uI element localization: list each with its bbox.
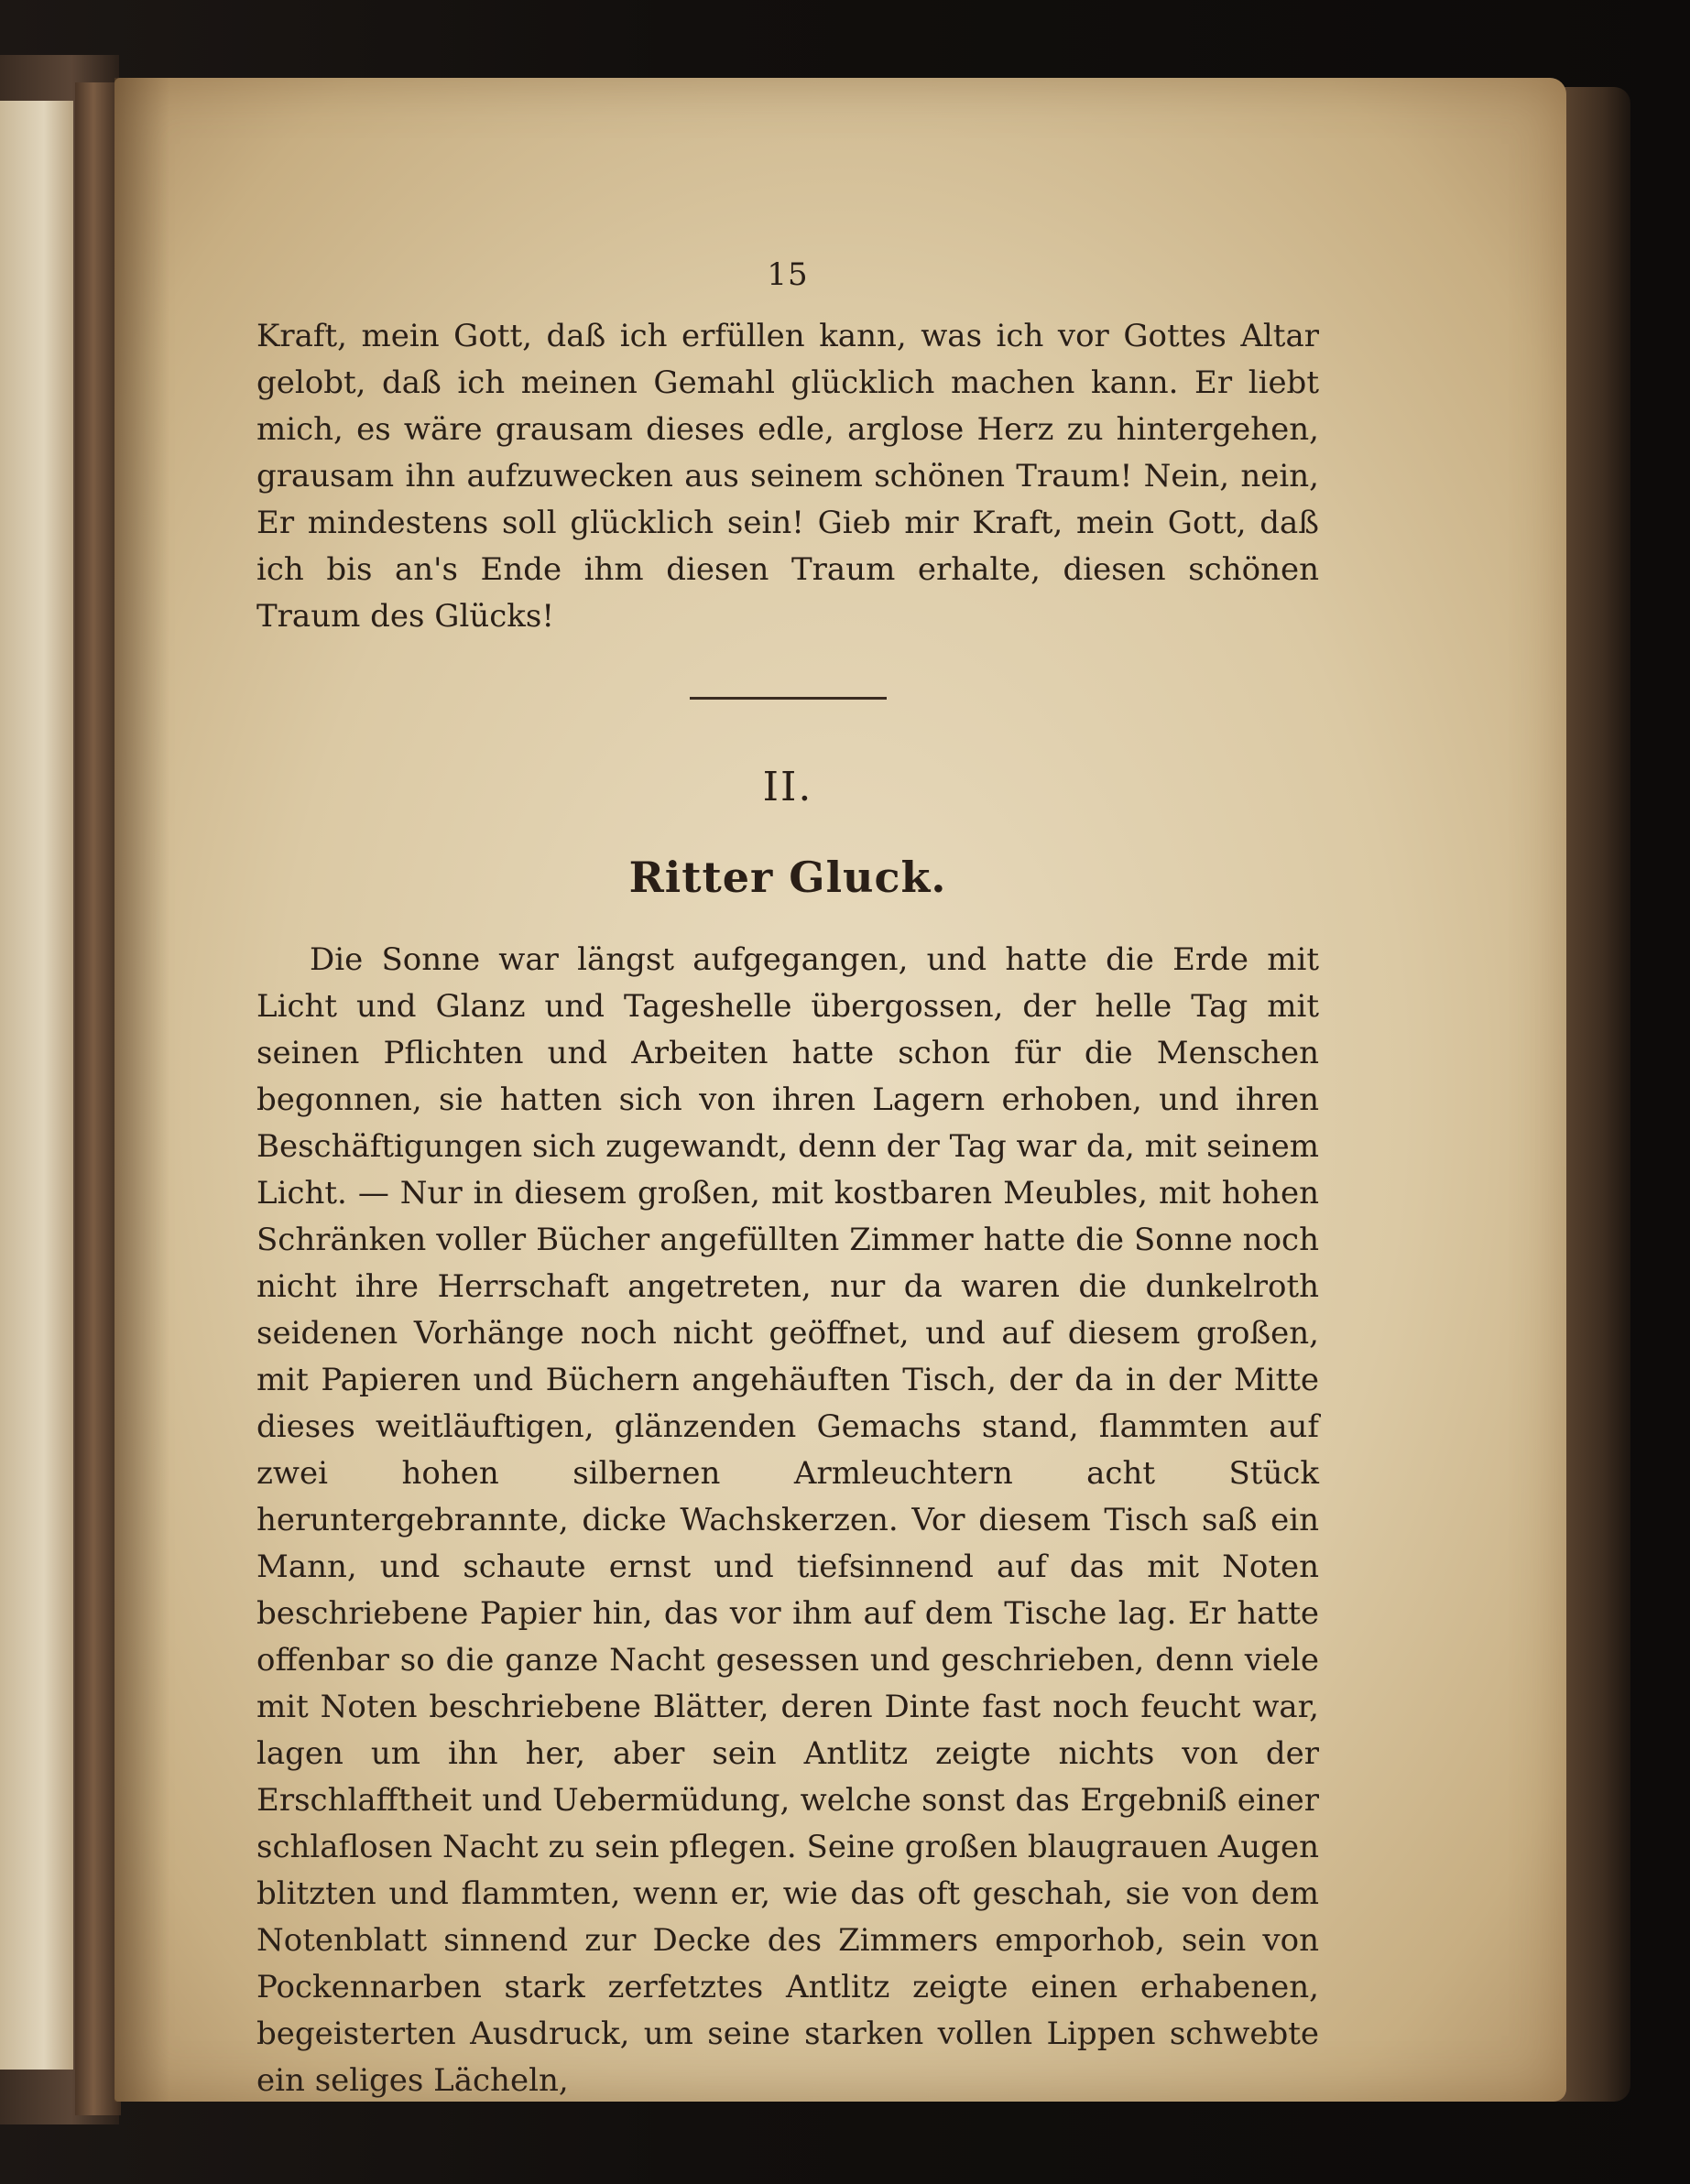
section-divider (690, 697, 887, 700)
page-number: 15 (767, 256, 809, 293)
chapter-number: II. (762, 764, 813, 810)
opening-paragraph: Kraft, mein Gott, daß ich erfüllen kann, was ich vor Gottes Altar gelobt, daß ich meinen Gemahl glücklich machen kann. Er liebt mich, es wäre grausam dieses edle, arglose Herz zu hintergehen, grausam ihn aufzuwecken aus seinem schönen Traum! Nein, nein, Er mindestens soll glücklich sein! Gieb mir Kraft, mein Gott, daß ich bis an's Ende ihm diesen Traum erhalte, diesen schönen Traum des Glücks! (256, 318, 1319, 635)
body-paragraph: Die Sonne war längst aufgegangen, und hatte die Erde mit Licht und Glanz und Tageshelle übergossen, der helle Tag mit seinen Pflichten und Arbeiten hatte schon für die Menschen begonnen, sie hatten sich von ihren Lagern erhoben, und ihren Beschäftigungen sich zugewandt, denn der Tag war da, mit seinem Licht. — Nur in diesem großen, mit kostbaren Meubles, mit hohen Schränken voller Bücher angefüllten Zimmer hatte die Sonne noch nicht ihre Herrschaft angetreten, nur da waren die dunkelroth seidenen Vorhänge noch nicht geöffnet, und auf diesem großen, mit Papieren und Büchern angehäuften Tisch, der da in der Mitte dieses weitläuftigen, glänzenden Gemachs stand, flammten auf zwei hohen silbernen Armleuchtern acht Stück heruntergebrannte, dicke Wachskerzen. Vor diesem Tisch saß ein Mann, und schaute ernst und tiefsinnend auf das mit Noten beschriebene Papier hin, das vor ihm auf dem Tische lag. Er hatte offenbar so die ganze Nacht gesessen und geschrieben, denn viele mit Noten beschriebene Blätter, deren Dinte fast noch feucht war, lagen um ihn her, aber sein Antlitz zeigte nichts von der Erschlafftheit und Uebermüdung, welche sonst das Ergebniß einer schlaflosen Nacht zu sein pflegen. Seine großen blaugrauen Augen blitzten und flammten, wenn er, wie das oft geschah, sie von dem Notenblatt sinnend zur Decke des Zimmers emporhob, sein von Pockennarben stark zerfetztes Antlitz zeigte einen erhabenen, begeisterten Ausdruck, um seine starken vollen Lippen schwebte ein seliges Lächeln, (256, 941, 1319, 2099)
page-gutter-shadow (114, 78, 169, 2102)
chapter-title: Ritter Gluck. (628, 853, 947, 902)
page-content (256, 256, 1319, 2104)
left-page-edge (0, 101, 73, 2070)
